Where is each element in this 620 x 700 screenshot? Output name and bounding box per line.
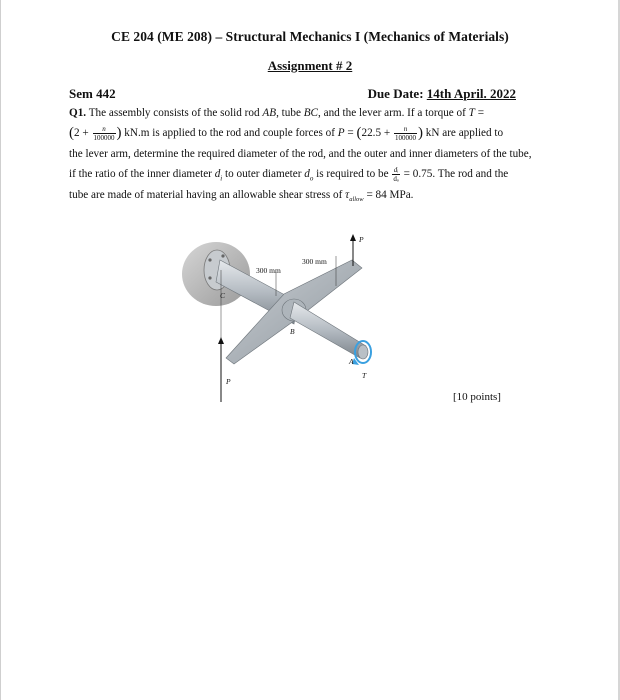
fraction-den: 100000 — [93, 134, 115, 142]
text: d — [214, 168, 221, 181]
bolt-shape — [208, 258, 211, 261]
question-line-4 — [69, 166, 549, 183]
text: T — [468, 107, 475, 119]
fraction-force — [394, 125, 417, 142]
force-p-top-head — [350, 234, 356, 241]
text: is required to be — [313, 168, 392, 181]
paren: ( — [69, 125, 74, 141]
question-line-2 — [69, 125, 549, 142]
text: τ — [345, 189, 350, 201]
paren: ( — [356, 125, 362, 141]
bolt-shape — [221, 254, 224, 257]
fraction-torque — [93, 125, 116, 142]
fraction-num: dᵢ — [393, 166, 399, 174]
question-label: Q1. — [69, 107, 87, 119]
text: d — [304, 168, 310, 181]
semester-label: Sem 442 — [69, 86, 116, 101]
text: BC — [303, 107, 319, 119]
text: P — [337, 127, 345, 140]
fraction-ratio — [392, 166, 400, 183]
text: AB — [262, 107, 277, 119]
label-t: T — [362, 371, 367, 380]
fraction-den: dₒ — [393, 175, 399, 183]
label-p-top: P — [359, 235, 364, 244]
text: = 0.75. The rod and the — [400, 168, 509, 181]
due-date — [368, 86, 516, 102]
bolt-shape — [208, 276, 211, 279]
due-date-label: Due Date: — [367, 86, 427, 101]
fraction-num: n — [394, 125, 417, 134]
dim-right-text: 300 mm — [302, 257, 327, 266]
text: if the ratio of the inner diameter — [69, 168, 215, 181]
label-a: A — [349, 357, 354, 366]
text: kN are applied to — [422, 127, 504, 140]
text: o — [309, 174, 314, 183]
fraction-num: n — [93, 125, 116, 134]
assembly-figure — [176, 226, 386, 402]
paren: ) — [417, 125, 423, 141]
label-b: B — [290, 327, 295, 336]
due-date-value: 14th April. 2022 — [426, 86, 516, 101]
paren: ) — [116, 125, 122, 141]
text: , and the lever arm. If a torque of — [318, 107, 469, 119]
force-expr: 22.5 + — [361, 127, 391, 140]
text: tube are made of material having an allowable shear stress of — [69, 189, 346, 201]
label-c: C — [220, 291, 226, 300]
rod-end-a — [358, 345, 368, 359]
text: = — [474, 107, 485, 119]
fraction-den: 100000 — [394, 134, 416, 142]
text: allow — [349, 196, 364, 204]
left-edge — [0, 0, 1, 700]
text: = 84 MPa. — [363, 189, 414, 201]
text: The assembly consists of the solid rod — [86, 107, 263, 119]
points-label: [10 points] — [453, 391, 501, 403]
text: , tube — [276, 107, 304, 119]
question-line-1 — [69, 107, 549, 119]
dim-left-text: 300 mm — [256, 266, 281, 275]
question-line-3: the lever arm, determine the required diameter of the rod, and the outer and inner diameters of the tube, — [69, 148, 532, 160]
text: i — [220, 174, 223, 183]
text: kN.m is applied to the rod and couple forces of — [121, 127, 338, 140]
question-line-5 — [69, 189, 549, 203]
torque-expr: 2 + — [74, 127, 89, 140]
text: = — [344, 127, 357, 140]
text: to outer diameter — [222, 168, 305, 181]
assignment-title: Assignment # 2 — [267, 58, 353, 73]
course-title: CE 204 (ME 208) – Structural Mechanics I (Mechanics of Materials) — [111, 29, 509, 44]
label-p-bottom: P — [226, 377, 231, 386]
